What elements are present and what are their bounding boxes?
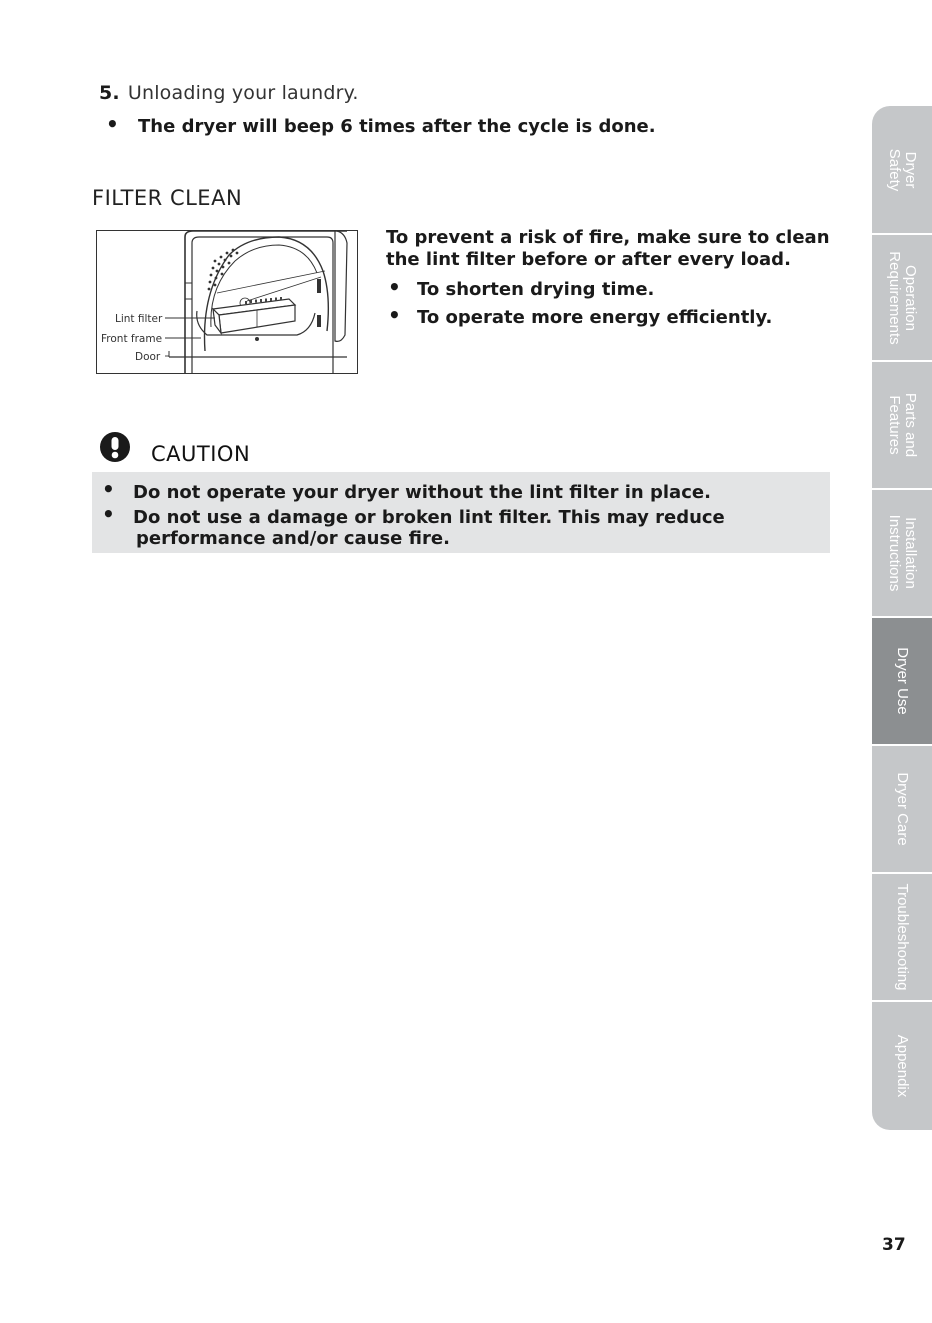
step-bullet-text: The dryer will beep 6 times after the cycle is done. [138,116,656,137]
tab-label: Dryer Care [894,772,911,846]
filter-intro-line-1: To prevent a risk of fire, make sure to clean [386,227,830,248]
bullet-icon: • [388,303,401,327]
tab-troubleshooting[interactable] [872,874,932,1002]
bullet-icon: • [102,502,115,526]
tab-label: Operation Requirements [886,250,919,345]
bullet-icon: • [102,477,115,501]
tab-appendix[interactable] [872,1002,932,1130]
tab-label: Dryer Use [894,647,911,715]
label-front-frame: Front frame [101,333,163,345]
filter-intro-line-2: the lint filter before or after every load. [386,249,791,270]
filter-clean-title: FILTER CLEAN [92,186,243,210]
tab-label: Troubleshooting [894,883,911,991]
page-number: 37 [882,1235,906,1255]
tab-dryer-care[interactable] [872,746,932,874]
step-text: Unloading your laundry. [127,82,359,104]
tab-label: Parts and Features [886,392,919,458]
caution-item-2-line-1: Do not use a damage or broken lint filter. This may reduce [133,507,725,528]
dryer-lint-filter-illustration [96,230,358,374]
tab-parts-and-features[interactable] [872,362,932,490]
step-5 [99,82,359,104]
tab-label: Installation Instructions [886,514,919,592]
caution-item-2-line-2: performance and/or cause fire. [136,528,450,549]
tab-operation-requirements[interactable] [872,235,932,362]
tab-dryer-use[interactable] [872,618,932,746]
caution-label: CAUTION [151,442,251,466]
tab-label: Dryer Safety [886,148,919,191]
tab-dryer-safety[interactable] [872,106,932,235]
tab-label: Appendix [894,1034,911,1098]
bullet-icon: • [388,275,401,299]
filter-clean-intro [386,227,836,271]
label-door: Door [135,351,161,363]
filter-bullet-2-text: To operate more energy efficiently. [417,307,773,328]
label-lint-filter: Lint filter [115,313,163,325]
exclamation-icon [100,432,130,462]
step-number: 5. [99,82,120,104]
caution-item-1-text: Do not operate your dryer without the lint filter in place. [133,482,711,503]
filter-bullet-1-text: To shorten drying time. [417,279,655,300]
tab-installation-instructions[interactable] [872,490,932,618]
section-tabs [872,106,932,1130]
bullet-icon: • [106,112,119,136]
